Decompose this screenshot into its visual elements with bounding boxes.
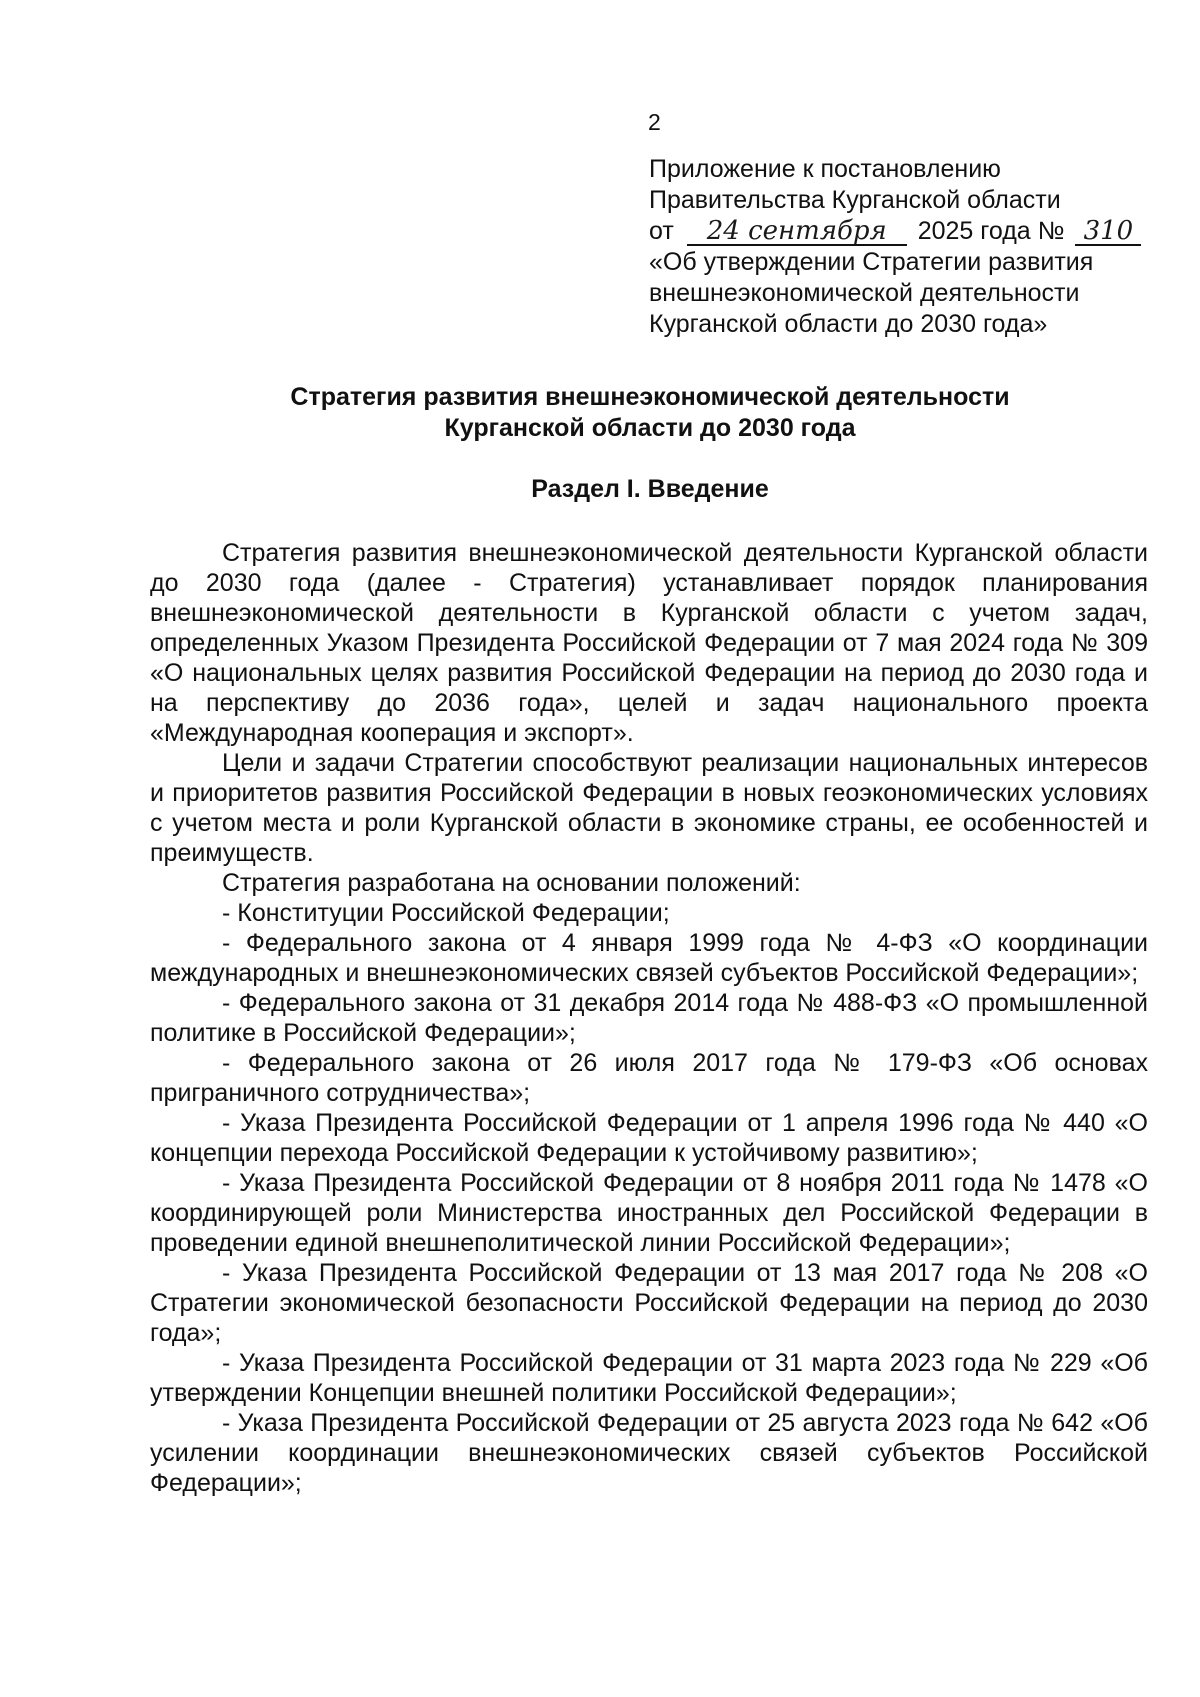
approval-block: [649, 154, 1149, 340]
list-item-constitution: - Конституции Российской Федерации;: [222, 899, 670, 927]
paragraph-intro: Стратегия развития внешнеэкономической деятельности Курганской области до 2030 года (далее - Стратегия) устанавливает порядок планирования внешнеэкономической деятельности в Курганской области с учетом задач, определенных Указом Президента Российской Федерации от 7 мая 2024 года № 309 «О национальных целях развития Российской Федерации на период до 2030 года и на перспективу до 2036 года», целей и задач национального проекта «Международная кооперация и экспорт».: [150, 539, 1148, 747]
approval-line-4: «Об утверждении Стратегии развития: [649, 248, 1094, 276]
approval-year: 2025 года №: [917, 217, 1065, 245]
list-item-decree-229: - Указа Президента Российской Федерации от 31 марта 2023 года № 229 «Об утверждении Концепции внешней политики Российской Федерации»;: [150, 1349, 1148, 1407]
approval-line-2: Правительства Курганской области: [649, 186, 1061, 214]
list-item-law-179fz: - Федерального закона от 26 июля 2017 года № 179-ФЗ «Об основах приграничного сотрудничества»;: [150, 1049, 1148, 1107]
document-title-line-1: Стратегия развития внешнеэкономической деятельности: [290, 383, 1010, 411]
list-item-decree-642: - Указа Президента Российской Федерации от 25 августа 2023 года № 642 «Об усилении координации внешнеэкономических связей субъектов Российской Федерации»;: [150, 1409, 1148, 1497]
page-number: 2: [648, 109, 661, 135]
document-body: [150, 538, 1148, 1498]
list-item-decree-1478: - Указа Президента Российской Федерации от 8 ноября 2011 года № 1478 «О координирующей роли Министерства иностранных дел Российской Федерации в проведении единой внешнеполитической линии Российской Федерации»;: [150, 1169, 1148, 1257]
approval-line-3: [649, 216, 1149, 247]
list-item-law-4fz: - Федерального закона от 4 января 1999 года № 4-ФЗ «О координации международных и внешнеэкономических связей субъектов Российской Федерации»;: [150, 929, 1148, 987]
approval-line-6: Курганской области до 2030 года»: [649, 310, 1048, 338]
list-item-decree-440: - Указа Президента Российской Федерации от 1 апреля 1996 года № 440 «О концепции перехода Российской Федерации к устойчивому развитию»;: [150, 1109, 1148, 1167]
section-title: Раздел I. Введение: [531, 475, 769, 503]
list-item-decree-208: - Указа Президента Российской Федерации от 13 мая 2017 года № 208 «О Стратегии экономической безопасности Российской Федерации на период до 2030 года»;: [150, 1259, 1148, 1347]
document-title: [150, 382, 1150, 444]
approval-prefix: от: [649, 217, 674, 245]
list-item-law-488fz: - Федерального закона от 31 декабря 2014 года № 488-ФЗ «О промышленной политике в Российской Федерации»;: [150, 989, 1148, 1047]
handwritten-number: 310: [1075, 218, 1141, 246]
approval-line-5: внешнеэкономической деятельности: [649, 279, 1080, 307]
document-title-line-2: Курганской области до 2030 года: [444, 414, 856, 442]
approval-line-1: Приложение к постановлению: [649, 155, 1001, 183]
handwritten-date: 24 сентября: [687, 218, 907, 246]
paragraph-goals: Цели и задачи Стратегии способствуют реализации национальных интересов и приоритетов развития Российской Федерации в новых геоэкономических условиях с учетом места и роли Курганской области в экономике страны, ее особенностей и преимуществ.: [150, 749, 1148, 867]
paragraph-basis: Стратегия разработана на основании положений:: [222, 869, 801, 897]
